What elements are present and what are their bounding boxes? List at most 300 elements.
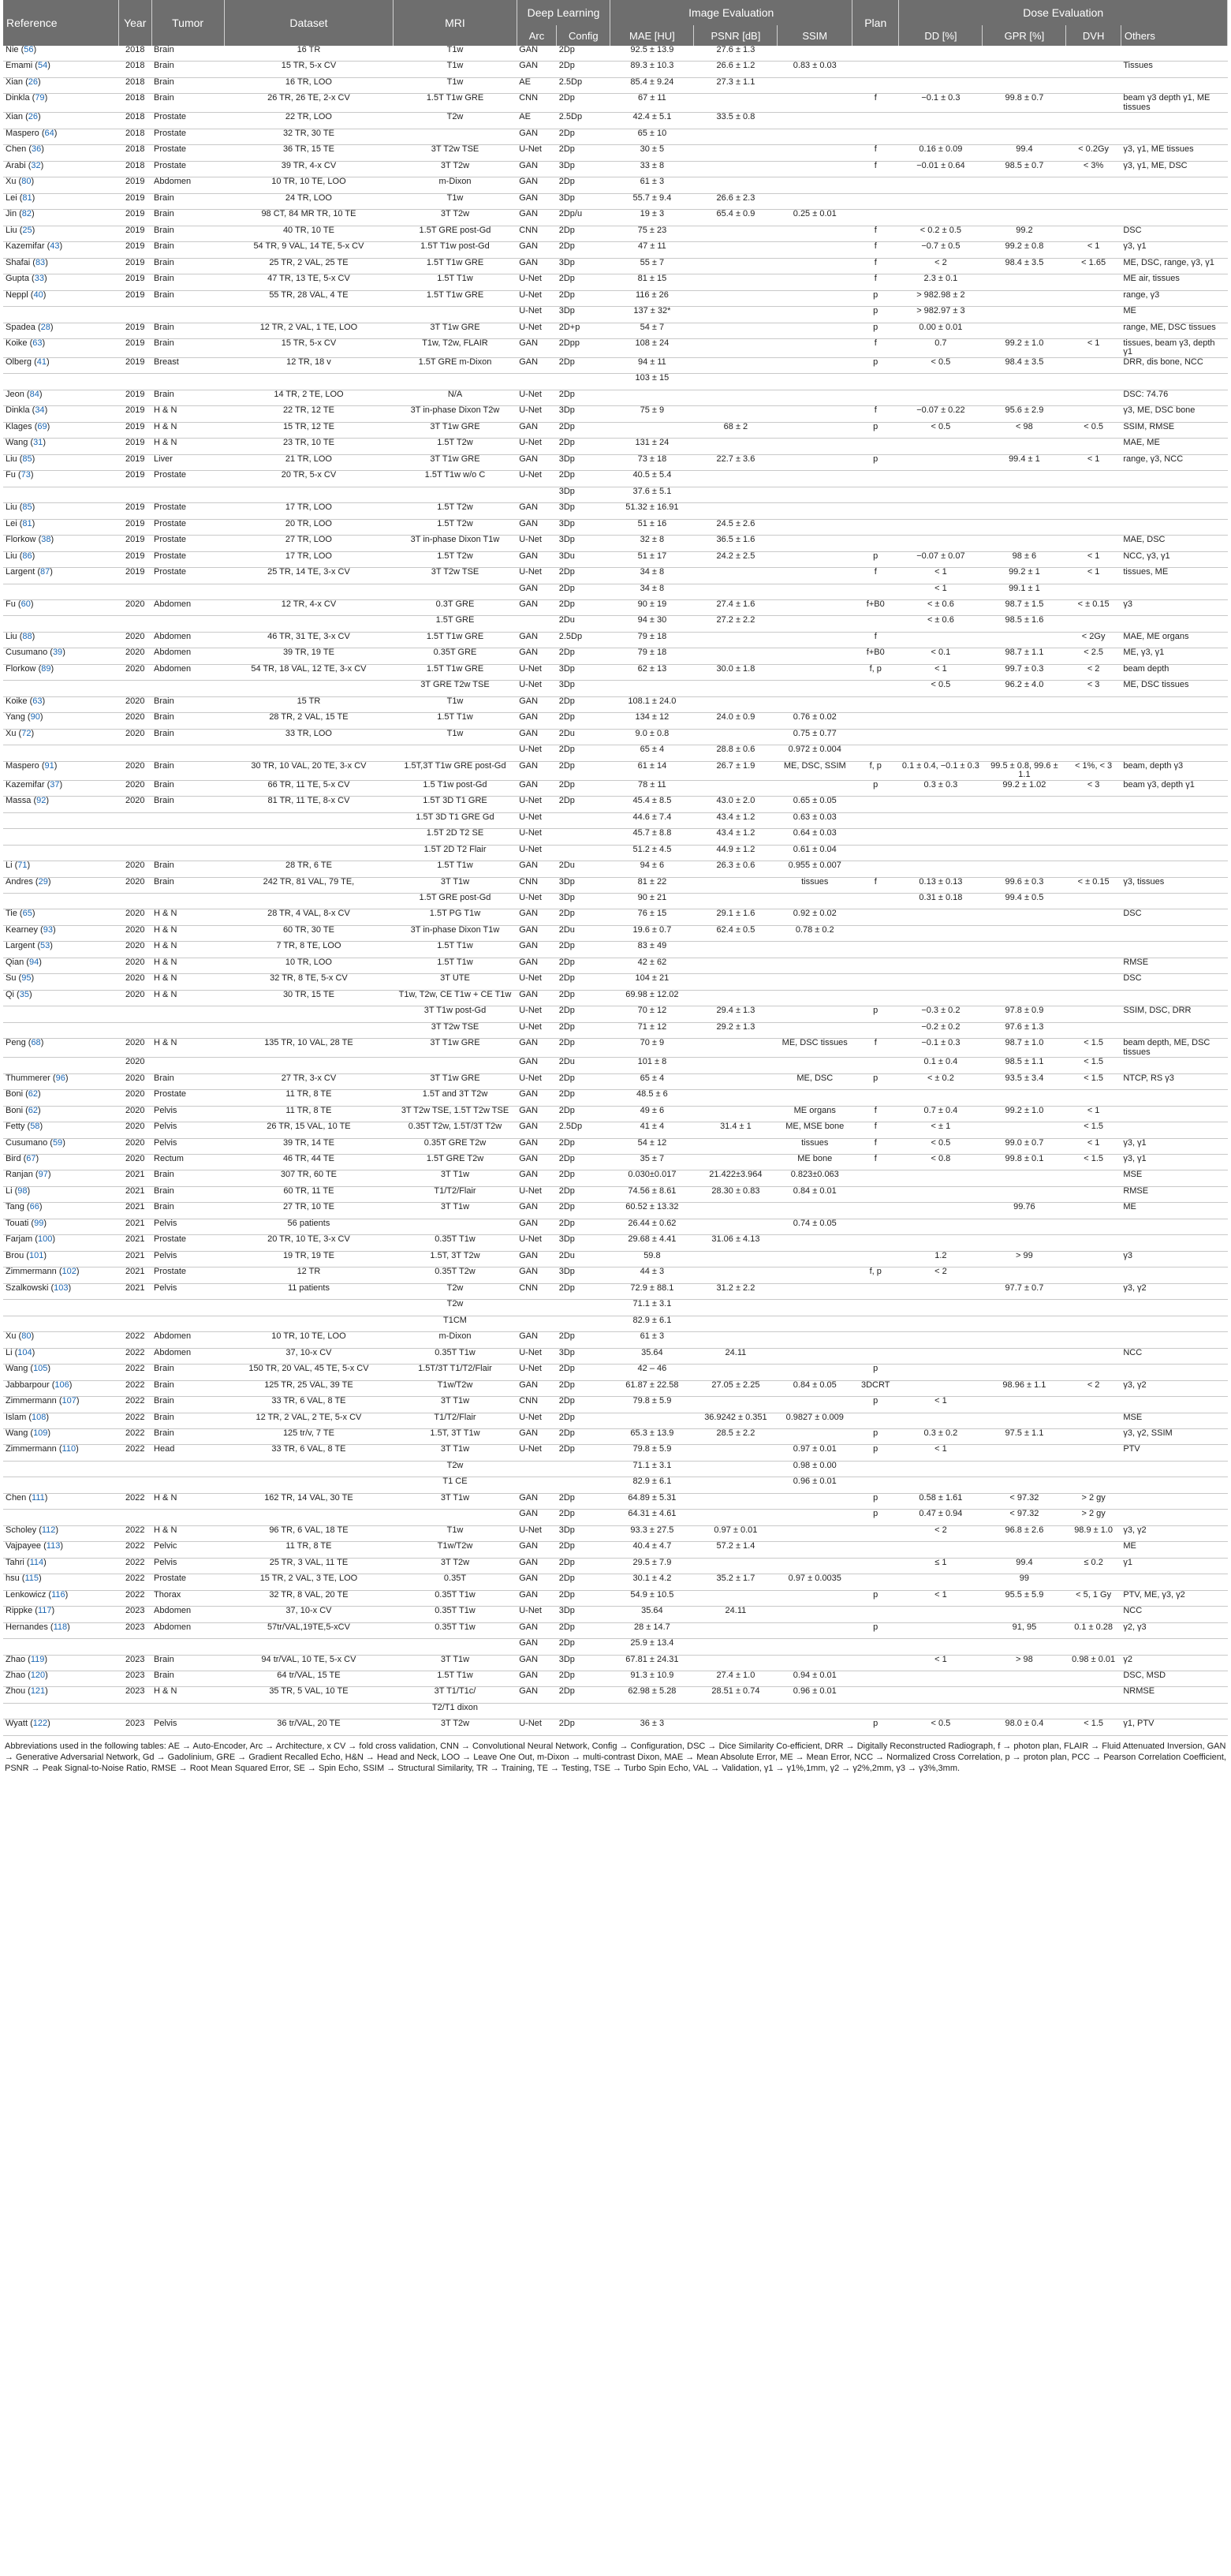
citation-link[interactable]: 37 bbox=[50, 780, 60, 790]
cell-dvh bbox=[1066, 1235, 1121, 1251]
citation-link[interactable]: 85 bbox=[22, 502, 32, 513]
cell-dvh: < 2.5 bbox=[1066, 648, 1121, 664]
citation-link[interactable]: 97 bbox=[38, 1170, 48, 1180]
cell-dd bbox=[899, 1300, 983, 1316]
abbreviations-footnote: Abbreviations used in the following tables: AE → Auto-Encoder, Arc → Architecture, x CV → fold cross validation, CNN → Convolutional Neural Network, Config → Configuration, DSC → Dice Similarity Co-efficient, DRR → Digitally Reconstructed Radiograph, f → photon plan, FLAIR → Fluid Attenuated Inversion, GAN → Generative Adversarial Network, Gd → Gadolinium, GRE → Gradient Recalled Echo, H&N → Head and Neck, LOO → Leave One Out, m-Dixon → multi-contrast Dixon, MAE → Mean Absolute Error, ME → Mean Error, NCC → Normalized Cross Correlation, p → proton plan, PCC → Pearson Correlation Coefficient, PSNR → Peak Signal-to-Noise Ratio, RMSE → Root Mean Squared Error, SE → Spin Echo, SSIM → Structural Similarity, TR → Training, TE → Testing, TSE → Turbo Spin Echo, VAL → Validation, γ1 → γ1%,1mm, γ2 → γ2%,2mm, γ3 → γ3%,3mm. bbox=[5, 1741, 1226, 1773]
cell-ssim bbox=[778, 600, 852, 616]
citation-link[interactable]: 120 bbox=[30, 1671, 46, 1680]
cell-mri: 3T T1w bbox=[394, 1397, 517, 1413]
cell-dvh bbox=[1066, 519, 1121, 535]
cell-others: ME bbox=[1121, 307, 1227, 323]
cell-others bbox=[1121, 1510, 1227, 1525]
cell-plan bbox=[852, 210, 899, 226]
cell-gpr bbox=[983, 1122, 1066, 1138]
cell-dvh bbox=[1066, 1397, 1121, 1413]
cell-plan bbox=[852, 812, 899, 828]
citation-link[interactable]: 105 bbox=[33, 1364, 48, 1374]
reference-author: Tie bbox=[6, 909, 17, 919]
citation-link[interactable]: 102 bbox=[62, 1267, 76, 1277]
cell-year: 2022 bbox=[118, 1397, 151, 1413]
cell-others: γ1 bbox=[1121, 1558, 1227, 1574]
citation-link[interactable]: 87 bbox=[40, 567, 50, 577]
cell-dd: −0.1 ± 0.3 bbox=[899, 1039, 983, 1058]
cell-dd: < 0.5 bbox=[899, 1719, 983, 1735]
citation-link[interactable]: 63 bbox=[32, 696, 43, 706]
cell-tumor: Prostate bbox=[151, 519, 224, 535]
table-row bbox=[3, 242, 1228, 258]
cell-arc: U-Net bbox=[517, 1607, 556, 1622]
cell-gpr: 99.1 ± 1 bbox=[983, 584, 1066, 599]
citation-link[interactable]: 54 bbox=[37, 61, 48, 71]
table-row bbox=[3, 1022, 1228, 1038]
cell-mri: 0.35T GRE bbox=[394, 648, 517, 664]
cell-plan: f, p bbox=[852, 761, 899, 780]
citation-link[interactable]: 96 bbox=[55, 1073, 65, 1083]
cell-psnr bbox=[694, 1300, 778, 1316]
cell-year: 2022 bbox=[118, 1574, 151, 1590]
cell-tumor: Prostate bbox=[151, 536, 224, 551]
cell-reference: Liu (86) bbox=[3, 551, 118, 567]
cell-dvh bbox=[1066, 94, 1121, 113]
reference-author: Koike bbox=[6, 696, 28, 706]
citation-link[interactable]: 33 bbox=[34, 274, 44, 284]
cell-mae: 54 ± 7 bbox=[610, 323, 694, 338]
cell-gpr bbox=[983, 1267, 1066, 1283]
cell-psnr: 62.4 ± 0.5 bbox=[694, 925, 778, 941]
cell-plan bbox=[852, 974, 899, 990]
cell-mri: T2w bbox=[394, 1300, 517, 1316]
cell-dataset: 125 tr/v, 7 TE bbox=[224, 1428, 394, 1444]
cell-dd bbox=[899, 1283, 983, 1299]
cell-ssim bbox=[778, 113, 852, 129]
cell-gpr bbox=[983, 193, 1066, 209]
citation-link[interactable]: 86 bbox=[22, 551, 32, 561]
cell-dd bbox=[899, 1219, 983, 1234]
cell-dataset bbox=[224, 616, 394, 632]
cell-year: 2020 bbox=[118, 942, 151, 958]
citation-link[interactable]: 80 bbox=[21, 177, 32, 187]
cell-tumor: Brain bbox=[151, 274, 224, 290]
citation-link[interactable]: 67 bbox=[26, 1154, 36, 1163]
citation-link[interactable]: 65 bbox=[22, 909, 32, 919]
citation-link[interactable]: 81 bbox=[22, 519, 32, 528]
cell-mae: 25.9 ± 13.4 bbox=[610, 1639, 694, 1655]
cell-dvh: < 1.5 bbox=[1066, 1039, 1121, 1058]
citation-link[interactable]: 85 bbox=[22, 454, 32, 464]
cell-others bbox=[1121, 1477, 1227, 1493]
citation-link[interactable]: 72 bbox=[21, 729, 32, 738]
cell-year: 2018 bbox=[118, 113, 151, 129]
cell-plan bbox=[852, 909, 899, 925]
cell-dataset: 15 TR, 2 VAL, 3 TE, LOO bbox=[224, 1574, 394, 1590]
cell-reference: Boni (62) bbox=[3, 1106, 118, 1122]
cell-tumor: Brain bbox=[151, 761, 224, 780]
citation-link[interactable]: 84 bbox=[29, 390, 39, 399]
cell-ssim bbox=[778, 1006, 852, 1022]
reference-author: Lenkowicz bbox=[6, 1590, 47, 1600]
cell-gpr bbox=[983, 46, 1066, 62]
table-row bbox=[3, 1493, 1228, 1509]
cell-reference: Xu (80) bbox=[3, 177, 118, 193]
cell-psnr: 21.422±3.964 bbox=[694, 1170, 778, 1186]
cell-psnr bbox=[694, 877, 778, 893]
citation-link[interactable]: 108 bbox=[32, 1413, 47, 1422]
cell-mae: 75 ± 9 bbox=[610, 406, 694, 422]
reference-author: Peng bbox=[6, 1038, 26, 1048]
citation-link[interactable]: 100 bbox=[37, 1234, 53, 1245]
cell-dvh bbox=[1066, 503, 1121, 519]
cell-arc: GAN bbox=[517, 1155, 556, 1170]
cell-config: 2Dp bbox=[557, 1719, 610, 1735]
citation-link[interactable]: 103 bbox=[54, 1283, 69, 1293]
cell-psnr bbox=[694, 1703, 778, 1719]
cell-tumor: Pelvis bbox=[151, 1219, 224, 1234]
citation-link[interactable]: 115 bbox=[24, 1574, 39, 1584]
cell-year: 2019 bbox=[118, 536, 151, 551]
cell-ssim: 0.84 ± 0.01 bbox=[778, 1186, 852, 1202]
cell-mae: 92.5 ± 13.9 bbox=[610, 46, 694, 62]
citation-link[interactable]: 94 bbox=[28, 958, 39, 967]
cell-dd: −0.1 ± 0.3 bbox=[899, 94, 983, 113]
cell-others: range, γ3 bbox=[1121, 290, 1227, 306]
cell-dd: < ± 0.6 bbox=[899, 600, 983, 616]
cell-psnr: 31.06 ± 4.13 bbox=[694, 1235, 778, 1251]
cell-dataset bbox=[224, 1703, 394, 1719]
cell-arc: GAN bbox=[517, 242, 556, 258]
cell-others: MAE, DSC bbox=[1121, 536, 1227, 551]
cell-dvh bbox=[1066, 210, 1121, 226]
citation-link[interactable]: 62 bbox=[28, 1106, 39, 1115]
citation-link[interactable]: 99 bbox=[34, 1219, 44, 1228]
citation-link[interactable]: 32 bbox=[31, 161, 41, 170]
table-header bbox=[3, 0, 1228, 46]
cell-mae: 74.56 ± 8.61 bbox=[610, 1186, 694, 1202]
cell-ssim bbox=[778, 1622, 852, 1638]
cell-gpr: 99.4 bbox=[983, 145, 1066, 161]
cell-dd bbox=[899, 632, 983, 648]
citation-link[interactable]: 82 bbox=[21, 209, 32, 219]
cell-mae: 42 ± 62 bbox=[610, 958, 694, 973]
citation-link[interactable]: 93 bbox=[43, 925, 53, 935]
cell-gpr bbox=[983, 323, 1066, 338]
cell-plan: f bbox=[852, 877, 899, 893]
citation-link[interactable]: 101 bbox=[28, 1251, 44, 1260]
cell-year: 2020 bbox=[118, 780, 151, 796]
cell-arc: GAN bbox=[517, 713, 556, 729]
citation-link[interactable]: 92 bbox=[36, 796, 47, 806]
cell-plan: f, p bbox=[852, 1267, 899, 1283]
citation-link[interactable]: 56 bbox=[24, 46, 34, 54]
citation-link[interactable]: 121 bbox=[30, 1686, 46, 1697]
citation-link[interactable]: 79 bbox=[35, 93, 45, 103]
citation-link[interactable]: 26 bbox=[28, 112, 39, 122]
citation-link[interactable]: 69 bbox=[37, 422, 47, 431]
table-row bbox=[3, 681, 1228, 696]
cell-mae: 51.2 ± 4.5 bbox=[610, 845, 694, 861]
citation-link[interactable]: 26 bbox=[28, 77, 39, 87]
cell-dvh bbox=[1066, 1687, 1121, 1703]
citation-link[interactable]: 71 bbox=[17, 861, 28, 871]
cell-plan bbox=[852, 193, 899, 209]
citation-link[interactable]: 104 bbox=[17, 1348, 32, 1357]
cell-dvh bbox=[1066, 177, 1121, 193]
cell-plan bbox=[852, 1413, 899, 1428]
cell-dd: < 1 bbox=[899, 664, 983, 680]
cell-mri bbox=[394, 307, 517, 323]
cell-psnr: 57.2 ± 1.4 bbox=[694, 1542, 778, 1558]
cell-mri: 1.5T T2w bbox=[394, 551, 517, 567]
citation-link[interactable]: 58 bbox=[30, 1122, 40, 1132]
table-row bbox=[3, 1186, 1228, 1202]
cell-year: 2021 bbox=[118, 1235, 151, 1251]
cell-dataset: 36 tr/VAL, 20 TE bbox=[224, 1719, 394, 1735]
cell-ssim bbox=[778, 226, 852, 241]
cell-config: 3Dp bbox=[557, 681, 610, 696]
citation-link[interactable]: 112 bbox=[41, 1525, 56, 1535]
cell-ssim bbox=[778, 390, 852, 405]
cell-plan bbox=[852, 713, 899, 729]
cell-psnr: 22.7 ± 3.6 bbox=[694, 454, 778, 470]
cell-mri: 3T GRE T2w TSE bbox=[394, 681, 517, 696]
citation-link[interactable]: 28 bbox=[40, 323, 50, 332]
citation-link[interactable]: 63 bbox=[32, 338, 43, 348]
header-tumor: Tumor bbox=[151, 0, 224, 46]
cell-tumor: Abdomen bbox=[151, 1607, 224, 1622]
cell-arc: GAN bbox=[517, 1039, 556, 1058]
citation-link[interactable]: 117 bbox=[37, 1606, 52, 1616]
cell-reference: Shafai (83) bbox=[3, 258, 118, 274]
cell-config bbox=[557, 1316, 610, 1331]
table-row bbox=[3, 1510, 1228, 1525]
cell-psnr: 27.4 ± 1.6 bbox=[694, 600, 778, 616]
cell-gpr bbox=[983, 909, 1066, 925]
cell-reference: Florkow (89) bbox=[3, 664, 118, 680]
cell-others: beam depth, ME, DSC tissues bbox=[1121, 1039, 1227, 1058]
reference-author: Liu bbox=[6, 632, 17, 641]
cell-tumor: H & N bbox=[151, 1039, 224, 1058]
table-row bbox=[3, 861, 1228, 877]
cell-arc: GAN bbox=[517, 1251, 556, 1267]
cell-tumor: Brain bbox=[151, 729, 224, 745]
citation-link[interactable]: 114 bbox=[29, 1558, 44, 1567]
cell-psnr bbox=[694, 942, 778, 958]
citation-link[interactable]: 90 bbox=[30, 712, 40, 722]
cell-mae bbox=[610, 1413, 694, 1428]
cell-others: NRMSE bbox=[1121, 1687, 1227, 1703]
citation-link[interactable]: 89 bbox=[41, 664, 51, 674]
cell-dataset: 24 TR, LOO bbox=[224, 193, 394, 209]
cell-others: DSC bbox=[1121, 974, 1227, 990]
cell-config: 2Du bbox=[557, 925, 610, 941]
cell-tumor: Brain bbox=[151, 1203, 224, 1219]
cell-gpr bbox=[983, 925, 1066, 941]
table-row bbox=[3, 1477, 1228, 1493]
cell-arc: U-Net bbox=[517, 1348, 556, 1364]
cell-mae: 51 ± 17 bbox=[610, 551, 694, 567]
cell-ssim bbox=[778, 1510, 852, 1525]
cell-mae: 69.98 ± 12.02 bbox=[610, 990, 694, 1006]
cell-gpr: 99.2 ± 1.0 bbox=[983, 1106, 1066, 1122]
cell-mri: 1.5T T1w GRE bbox=[394, 258, 517, 274]
cell-ssim bbox=[778, 536, 852, 551]
cell-tumor: Brain bbox=[151, 62, 224, 77]
cell-dd: < 1 bbox=[899, 584, 983, 599]
citation-link[interactable]: 34 bbox=[35, 405, 45, 416]
cell-mae: 131 ± 24 bbox=[610, 439, 694, 454]
cell-reference: Liu (25) bbox=[3, 226, 118, 241]
citation-link[interactable]: 98 bbox=[17, 1186, 28, 1196]
cell-others: NCC bbox=[1121, 1607, 1227, 1622]
citation-link[interactable]: 118 bbox=[53, 1622, 68, 1632]
cell-ssim bbox=[778, 1558, 852, 1574]
cell-arc: U-Net bbox=[517, 145, 556, 161]
cell-mri: 1.5T T2w bbox=[394, 503, 517, 519]
cell-dvh bbox=[1066, 909, 1121, 925]
table-row bbox=[3, 893, 1228, 909]
citation-link[interactable]: 64 bbox=[44, 129, 54, 138]
cell-year: 2020 bbox=[118, 958, 151, 973]
cell-arc: GAN bbox=[517, 1622, 556, 1638]
reference-author: Xian bbox=[6, 77, 24, 87]
citation-link[interactable]: 25 bbox=[22, 226, 32, 235]
cell-config bbox=[557, 1477, 610, 1493]
citation-link[interactable]: 41 bbox=[36, 357, 47, 367]
citation-link[interactable]: 29 bbox=[38, 877, 48, 887]
cell-reference: Largent (87) bbox=[3, 568, 118, 584]
cell-reference: Lei (81) bbox=[3, 193, 118, 209]
cell-psnr bbox=[694, 1090, 778, 1106]
cell-gpr: < 97.32 bbox=[983, 1510, 1066, 1525]
cell-gpr bbox=[983, 974, 1066, 990]
citation-link[interactable]: 60 bbox=[21, 599, 31, 609]
cell-arc: U-Net bbox=[517, 1365, 556, 1380]
citation-link[interactable]: 31 bbox=[33, 438, 43, 448]
cell-gpr bbox=[983, 113, 1066, 129]
cell-tumor: Prostate bbox=[151, 568, 224, 584]
cell-config: 2Dp bbox=[557, 1687, 610, 1703]
cell-mae: 116 ± 26 bbox=[610, 290, 694, 306]
table-row bbox=[3, 1316, 1228, 1331]
cell-reference bbox=[3, 1316, 118, 1331]
cell-plan: p bbox=[852, 551, 899, 567]
citation-link[interactable]: 80 bbox=[21, 1331, 32, 1342]
cell-dvh bbox=[1066, 406, 1121, 422]
cell-mri: 3T T2w bbox=[394, 1558, 517, 1574]
cell-mae: 71.1 ± 3.1 bbox=[610, 1300, 694, 1316]
cell-reference: Szalkowski (103) bbox=[3, 1283, 118, 1299]
cell-year: 2020 bbox=[118, 1039, 151, 1058]
cell-arc: CNN bbox=[517, 1397, 556, 1413]
cell-dd: < 0.8 bbox=[899, 1155, 983, 1170]
header-others: Others bbox=[1121, 25, 1227, 46]
cell-reference: Dinkla (34) bbox=[3, 406, 118, 422]
table-row bbox=[3, 845, 1228, 861]
table-row bbox=[3, 925, 1228, 941]
citation-link[interactable]: 36 bbox=[32, 144, 42, 155]
citation-link[interactable]: 122 bbox=[32, 1719, 48, 1729]
cell-psnr bbox=[694, 584, 778, 599]
citation-link[interactable]: 43 bbox=[50, 241, 60, 252]
cell-psnr bbox=[694, 1203, 778, 1219]
cell-dataset bbox=[224, 681, 394, 696]
cell-ssim bbox=[778, 274, 852, 290]
citation-link[interactable]: 116 bbox=[51, 1590, 65, 1600]
table-row bbox=[3, 909, 1228, 925]
cell-gpr: 98.7 ± 1.0 bbox=[983, 1039, 1066, 1058]
citation-link[interactable]: 39 bbox=[52, 648, 63, 658]
cell-tumor: Brain bbox=[151, 390, 224, 405]
cell-mae: 48.5 ± 6 bbox=[610, 1090, 694, 1106]
citation-link[interactable]: 35 bbox=[19, 990, 29, 999]
citation-link[interactable]: 107 bbox=[62, 1396, 76, 1406]
cell-plan bbox=[852, 503, 899, 519]
citation-link[interactable]: 88 bbox=[22, 632, 32, 641]
citation-link[interactable]: 91 bbox=[44, 761, 54, 771]
cell-year: 2020 bbox=[118, 713, 151, 729]
cell-dvh bbox=[1066, 1477, 1121, 1493]
cell-mri bbox=[394, 1058, 517, 1073]
cell-gpr: 98.0 ± 0.4 bbox=[983, 1719, 1066, 1735]
citation-link[interactable]: 59 bbox=[52, 1138, 63, 1148]
cell-tumor: Prostate bbox=[151, 1235, 224, 1251]
citation-link[interactable]: 106 bbox=[54, 1380, 69, 1390]
citation-link[interactable]: 62 bbox=[28, 1089, 39, 1099]
citation-link[interactable]: 110 bbox=[62, 1444, 76, 1454]
citation-link[interactable]: 83 bbox=[35, 258, 46, 267]
cell-dd bbox=[899, 503, 983, 519]
cell-mae: 79.8 ± 5.9 bbox=[610, 1445, 694, 1461]
cell-psnr bbox=[694, 696, 778, 712]
cell-plan bbox=[852, 77, 899, 93]
cell-arc bbox=[517, 1316, 556, 1331]
citation-link[interactable]: 109 bbox=[33, 1428, 48, 1438]
cell-year: 2023 bbox=[118, 1719, 151, 1735]
cell-reference: Xu (80) bbox=[3, 1332, 118, 1348]
cell-reference: Tie (65) bbox=[3, 909, 118, 925]
cell-dataset: 39 TR, 4-x CV bbox=[224, 161, 394, 177]
cell-tumor: Breast bbox=[151, 357, 224, 373]
citation-link[interactable]: 119 bbox=[30, 1655, 45, 1664]
table-row bbox=[3, 1703, 1228, 1719]
cell-others: beam depth bbox=[1121, 664, 1227, 680]
citation-link[interactable]: 113 bbox=[46, 1541, 61, 1551]
cell-arc: GAN bbox=[517, 551, 556, 567]
table-row bbox=[3, 1300, 1228, 1316]
citation-link[interactable]: 95 bbox=[21, 973, 32, 984]
cell-ssim: 0.955 ± 0.007 bbox=[778, 861, 852, 877]
cell-config: 2Dp bbox=[557, 94, 610, 113]
citation-link[interactable]: 53 bbox=[40, 941, 50, 951]
citation-link[interactable]: 40 bbox=[33, 290, 43, 300]
cell-year: 2020 bbox=[118, 974, 151, 990]
citation-link[interactable]: 73 bbox=[21, 470, 31, 480]
cell-others bbox=[1121, 893, 1227, 909]
citation-link[interactable]: 81 bbox=[22, 193, 32, 203]
cell-config: 2Dp bbox=[557, 46, 610, 62]
citation-link[interactable]: 68 bbox=[31, 1038, 41, 1048]
citation-link[interactable]: 66 bbox=[29, 1202, 39, 1212]
cell-others bbox=[1121, 1106, 1227, 1122]
citation-link[interactable]: 38 bbox=[41, 535, 51, 545]
cell-dvh bbox=[1066, 193, 1121, 209]
cell-ssim bbox=[778, 616, 852, 632]
cell-gpr bbox=[983, 829, 1066, 845]
cell-arc: GAN bbox=[517, 1380, 556, 1396]
table-row bbox=[3, 519, 1228, 535]
citation-link[interactable]: 111 bbox=[32, 1493, 45, 1503]
cell-config: 2Dp bbox=[557, 290, 610, 306]
cell-dvh bbox=[1066, 974, 1121, 990]
